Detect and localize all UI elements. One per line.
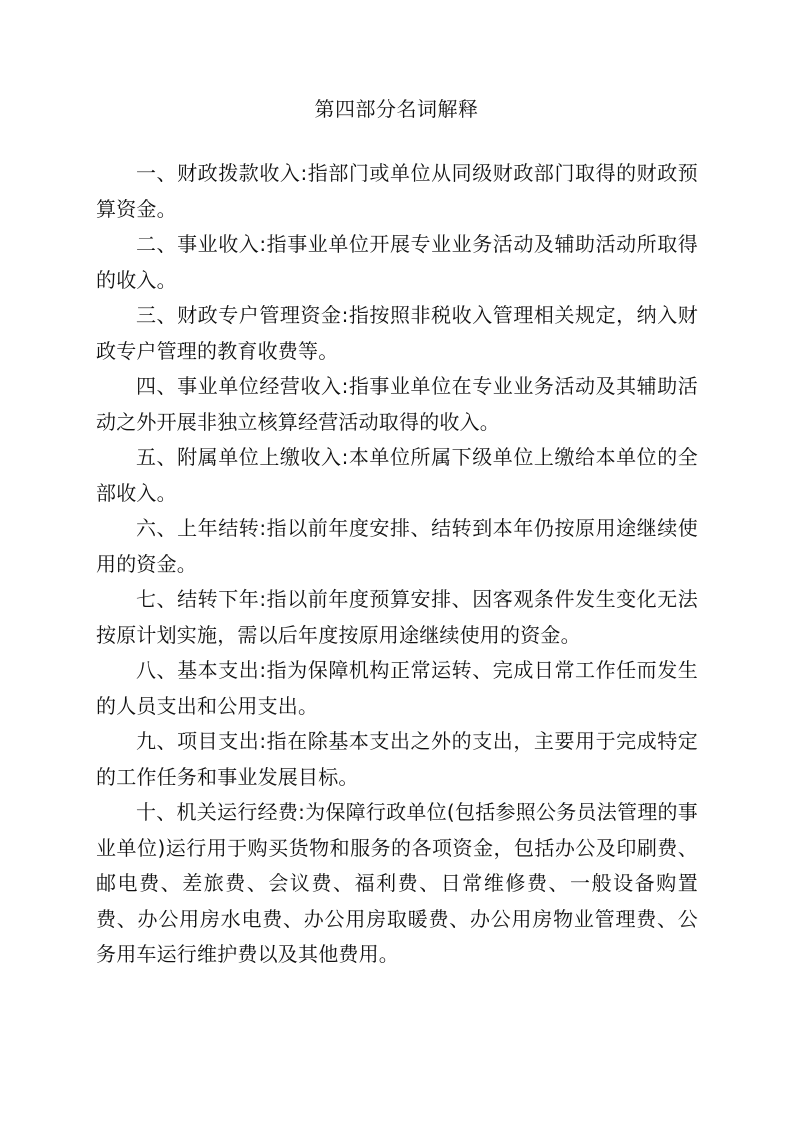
paragraph-10: 十、机关运行经费:为保障行政单位(包括参照公务员法管理的事业单位)运行用于购买货物和服务的各项资金，包括办公及印刷费、邮电费、差旅费、会议费、福利费、日常维修费、一般设备购置费、办公用房水电费、办公用房取暖费、办公用房物业管理费、公务用车运行维护费以及其他费用。 — [96, 800, 698, 966]
paragraph-1: 一、财政拨款收入:指部门或单位从同级财政部门取得的财政预算资金。 — [96, 161, 698, 221]
paragraph-5: 五、附属单位上缴收入:本单位所属下级单位上缴给本单位的全部收入。 — [96, 445, 698, 505]
paragraph-4: 四、事业单位经营收入:指事业单位在专业业务活动及其辅助活动之外开展非独立核算经营活动取得的收入。 — [96, 374, 698, 434]
paragraph-3: 三、财政专户管理资金:指按照非税收入管理相关规定，纳入财政专户管理的教育收费等。 — [96, 303, 698, 363]
paragraph-8: 八、基本支出:指为保障机构正常运转、完成日常工作任而发生的人员支出和公用支出。 — [96, 658, 698, 718]
paragraph-9: 九、项目支出:指在除基本支出之外的支出，主要用于完成特定的工作任务和事业发展目标。 — [96, 729, 698, 789]
paragraph-7: 七、结转下年:指以前年度预算安排、因客观条件发生变化无法按原计划实施，需以后年度按原用途继续使用的资金。 — [96, 587, 698, 647]
page-title: 第四部分名词解释 — [314, 97, 479, 121]
paragraph-6: 六、上年结转:指以前年度安排、结转到本年仍按原用途继续使用的资金。 — [96, 516, 698, 576]
paragraph-2: 二、事业收入:指事业单位开展专业业务活动及辅助活动所取得的收入。 — [96, 232, 698, 292]
document-body — [96, 156, 698, 973]
